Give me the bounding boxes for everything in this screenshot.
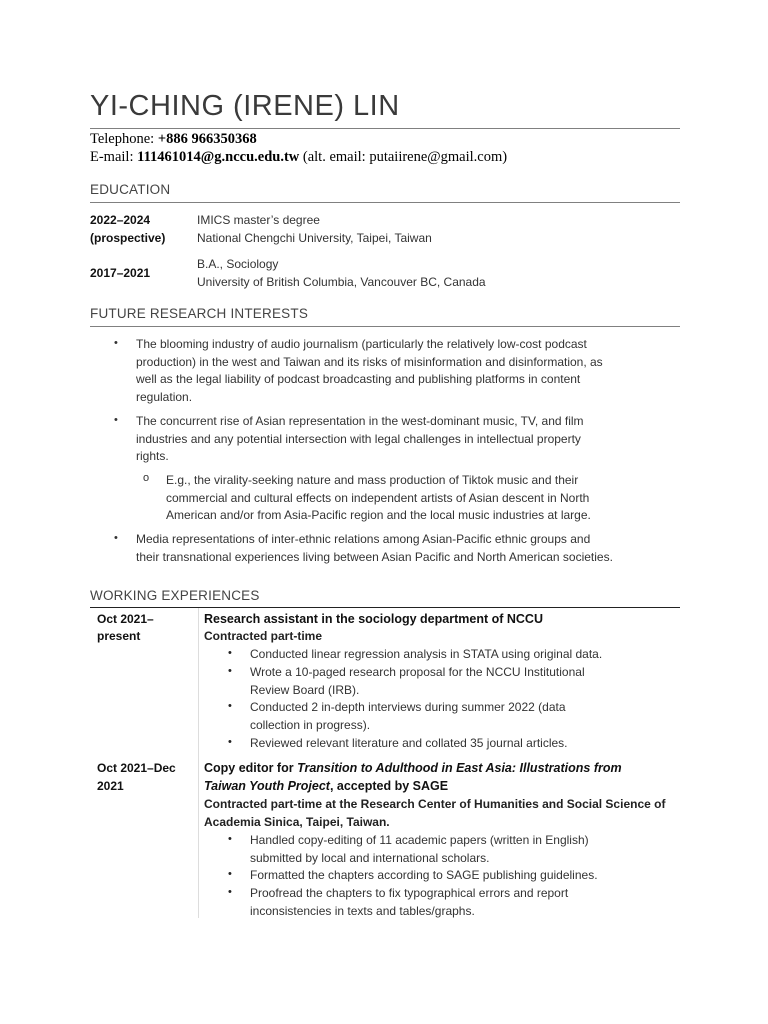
bullet-icon: • (114, 414, 118, 426)
duty-line: submitted by local and international scholars. (250, 850, 490, 865)
name-divider (90, 128, 680, 129)
interest-line: The concurrent rise of Asian representation in the west-dominant music, TV, and film (136, 414, 584, 428)
email-line (90, 149, 507, 166)
edu-degree: IMICS master’s degree (197, 213, 320, 227)
interest-line: commercial and cultural effects on independent artists of Asian descent in North (166, 490, 590, 505)
interest-subitem (166, 472, 636, 525)
bullet-icon: • (228, 833, 232, 845)
edu-date: 2022–2024 (90, 213, 151, 227)
job-duty: Reviewed relevant literature and collated 35 journal articles. (250, 736, 568, 750)
duty-line: Review Board (IRB). (250, 682, 360, 697)
job-contract: Contracted part-time (204, 629, 323, 643)
job-contract (204, 796, 674, 831)
interest-line: The blooming industry of audio journalism (particularly the relatively low-cost podcast (136, 337, 587, 351)
edu-date: 2017–2021 (90, 266, 151, 280)
bullet-icon: • (228, 700, 232, 712)
column-divider (198, 608, 199, 918)
interest-item (136, 531, 656, 566)
phone-label: Telephone: (90, 131, 158, 147)
interest-line: well as the legal liability of podcast broadcasting and publishing platforms in content (136, 372, 581, 386)
education-heading: EDUCATION (90, 182, 171, 197)
job-date: Oct 2021– (97, 612, 154, 626)
contract-line: Academia Sinica, Taipei, Taiwan. (204, 814, 390, 829)
edu-date-note: (prospective) (90, 231, 166, 245)
bullet-icon: • (114, 532, 118, 544)
interest-line: Media representations of inter-ethnic relations among Asian-Pacific ethnic groups and (136, 532, 591, 546)
job-title: Research assistant in the sociology department of NCCU (204, 612, 543, 626)
job-duty (250, 664, 640, 699)
interest-line: rights. (136, 449, 169, 463)
education-divider (90, 202, 680, 203)
book-title-cont: Taiwan Youth Project (204, 779, 330, 793)
job-date: Oct 2021–Dec (97, 761, 176, 775)
job-duty: Conducted linear regression analysis in STATA using original data. (250, 647, 603, 661)
job-date-end: present (97, 629, 141, 643)
job-duty (250, 832, 640, 867)
resume-name: YI-CHING (IRENE) LIN (90, 90, 400, 122)
bullet-icon: • (114, 337, 118, 349)
work-heading: WORKING EXPERIENCES (90, 588, 260, 603)
sub-bullet-icon: o (143, 472, 150, 484)
job-title-prefix: Copy editor for (204, 761, 298, 775)
interest-item (136, 413, 656, 466)
job-title (204, 759, 674, 795)
interests-divider (90, 326, 680, 327)
job-title-suffix: , accepted by SAGE (329, 779, 449, 793)
work-divider (90, 607, 680, 608)
interest-line: E.g., the virality-seeking nature and mass production of Tiktok music and their (166, 473, 579, 487)
edu-school: National Chengchi University, Taipei, Taiwan (197, 231, 432, 245)
duty-line: collection in progress). (250, 717, 371, 732)
phone-number[interactable]: +886 966350368 (157, 131, 257, 147)
contract-line: Contracted part-time at the Research Center of Humanities and Social Science of (204, 797, 666, 811)
bullet-icon: • (228, 736, 232, 748)
phone-line (90, 131, 257, 148)
interest-line: their transnational experiences living between Asian Pacific and North American societies. (136, 549, 613, 564)
job-duty: Formatted the chapters according to SAGE publishing guidelines. (250, 868, 598, 882)
interest-line: production) in the west and Taiwan and its risks of misinformation and disinformation, as (136, 354, 603, 369)
job-date-end: 2021 (97, 779, 124, 793)
edu-school: University of British Columbia, Vancouver BC, Canada (197, 275, 486, 289)
email-address[interactable]: 111461014@g.nccu.edu.tw (137, 149, 300, 165)
bullet-icon: • (228, 868, 232, 880)
interest-line: American and/or from Asia-Pacific region and the local music industries at large. (166, 508, 591, 522)
duty-line: inconsistencies in texts and tables/graphs. (250, 903, 475, 918)
interest-item (136, 336, 656, 406)
interest-line: regulation. (136, 389, 193, 404)
alt-email: (alt. email: putaiirene@gmail.com) (299, 149, 508, 165)
job-duty (250, 699, 640, 734)
edu-degree: B.A., Sociology (197, 257, 279, 271)
duty-line: Wrote a 10-paged research proposal for the NCCU Institutional (250, 665, 585, 679)
duty-line: Proofread the chapters to fix typographical errors and report (250, 886, 569, 900)
job-duty (250, 885, 640, 920)
bullet-icon: • (228, 665, 232, 677)
email-label: E-mail: (90, 149, 138, 165)
duty-line: Conducted 2 in-depth interviews during summer 2022 (data (250, 700, 566, 714)
bullet-icon: • (228, 886, 232, 898)
interests-heading: FUTURE RESEARCH INTERESTS (90, 306, 309, 321)
duty-line: Handled copy-editing of 11 academic papers (written in English) (250, 833, 589, 847)
book-title: Transition to Adulthood in East Asia: Illustrations from (297, 761, 622, 775)
bullet-icon: • (228, 647, 232, 659)
interest-line: industries and any potential intersection with legal challenges in intellectual property (136, 431, 581, 446)
